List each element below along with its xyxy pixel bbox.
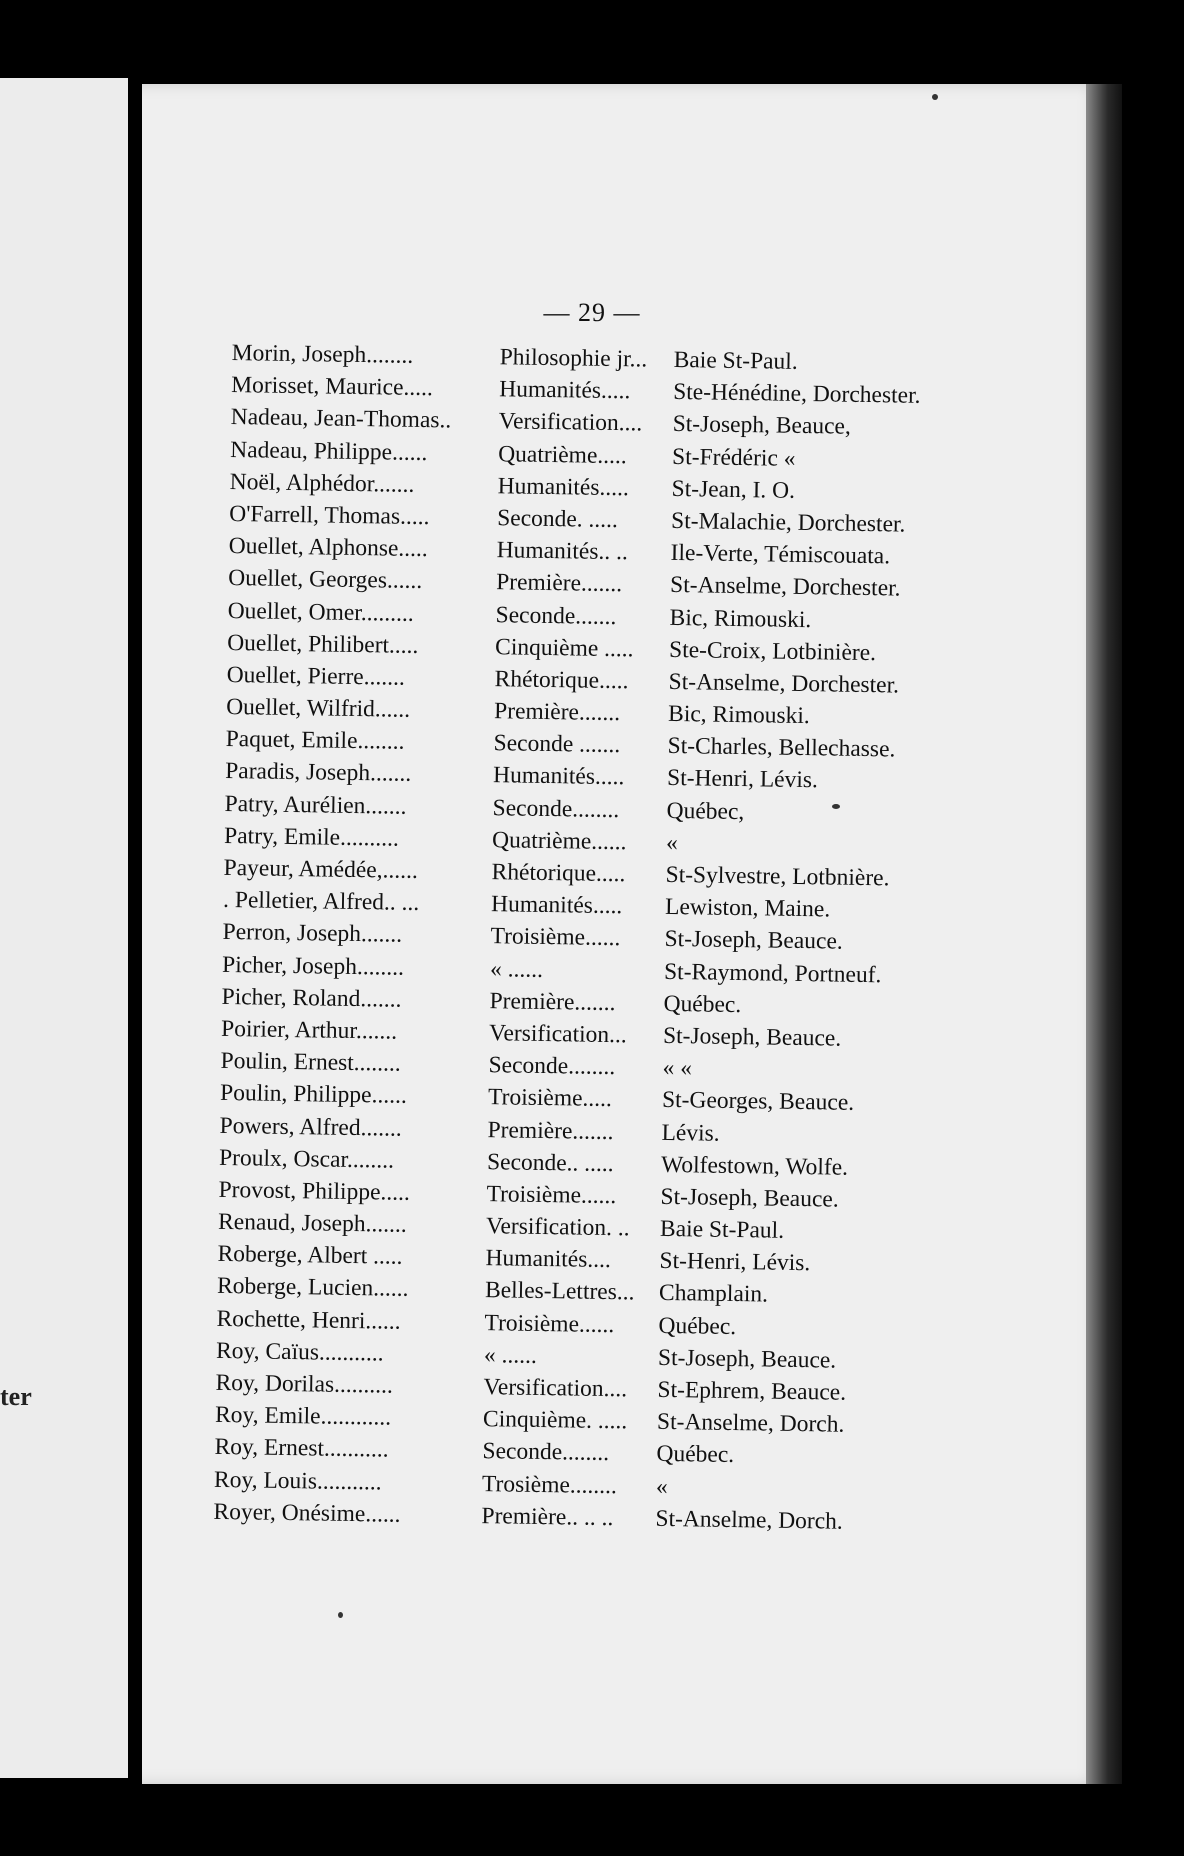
student-name: Ouellet, Wilfrid...... <box>225 694 411 723</box>
hometown: St-Henri, Lévis. <box>659 1248 811 1277</box>
course-name: Seconde........ <box>492 794 620 823</box>
course-name: « ...... <box>489 955 544 983</box>
hometown: Bic, Rimouski. <box>669 604 812 633</box>
hometown: St-Georges, Beauce. <box>661 1087 855 1117</box>
hometown: St-Anselme, Dorchester. <box>668 668 900 699</box>
hometown: St-Raymond, Portneuf. <box>663 958 882 988</box>
hometown: « <box>655 1473 668 1500</box>
student-name: Roberge, Albert ..... <box>217 1241 403 1271</box>
left-page <box>0 78 128 1778</box>
course-name: Première....... <box>487 1116 614 1145</box>
hometown: St-Henri, Lévis. <box>666 765 819 794</box>
student-name: Powers, Alfred....... <box>219 1112 402 1142</box>
course-name: Seconde........ <box>482 1438 610 1467</box>
student-name: Nadeau, Jean-Thomas.. <box>230 404 452 434</box>
student-name: Ouellet, Philibert..... <box>226 629 419 659</box>
hometown: Wolfestown, Wolfe. <box>660 1151 849 1181</box>
course-name: Seconde....... <box>495 601 617 630</box>
student-name: Ouellet, Pierre....... <box>226 661 406 691</box>
student-name: Ouellet, Georges...... <box>228 565 423 595</box>
course-name: Troisième..... <box>487 1084 613 1113</box>
hometown: St-Joseph, Beauce. <box>657 1344 837 1374</box>
student-name: Noël, Alphédor....... <box>229 468 415 498</box>
student-name: Renaud, Joseph....... <box>217 1208 407 1238</box>
course-name: Versification... <box>488 1020 627 1049</box>
hometown: Québec, <box>666 797 745 825</box>
student-name: O'Farrell, Thomas..... <box>229 500 430 531</box>
course-name: Versification.... <box>483 1374 628 1403</box>
page-number: — 29 — <box>543 298 641 327</box>
course-name: Première.. .. .. <box>481 1502 614 1531</box>
book-page <box>142 84 1122 1784</box>
hometown: St-Sylvestre, Lotbnière. <box>665 861 890 892</box>
student-name: Ouellet, Omer......... <box>227 597 414 627</box>
student-name: Provost, Philippe..... <box>218 1176 411 1206</box>
course-name: Philosophie jr... <box>499 344 648 373</box>
course-name: Seconde. ..... <box>496 505 619 534</box>
hometown: Lévis. <box>661 1119 720 1147</box>
student-name: Ouellet, Alphonse..... <box>228 533 428 563</box>
hometown: St-Jean, I. O. <box>671 475 796 504</box>
ink-speck <box>338 1612 343 1618</box>
student-name: Nadeau, Philippe...... <box>230 436 428 466</box>
course-name: Quatrième...... <box>491 826 627 856</box>
student-name: Roberge, Lucien...... <box>216 1273 409 1303</box>
course-name: Humanités.. .. <box>496 537 629 566</box>
course-name: Troisième...... <box>490 923 621 952</box>
student-name: Poulin, Philippe...... <box>219 1080 408 1110</box>
hometown: Ile-Verte, Témiscouata. <box>670 540 891 570</box>
student-name: Perron, Joseph....... <box>222 919 403 949</box>
student-name: Roy, Caïus........... <box>215 1337 384 1367</box>
student-name: Poulin, Ernest........ <box>220 1048 401 1077</box>
hometown: St-Charles, Bellechasse. <box>667 733 896 763</box>
course-name: Cinquième. ..... <box>482 1406 628 1435</box>
course-name: Rhétorique..... <box>494 666 629 695</box>
student-name: Morisset, Maurice..... <box>231 372 434 402</box>
gutter <box>128 0 142 1856</box>
course-name: Troisième...... <box>486 1180 617 1210</box>
hometown: Ste-Hénédine, Dorchester. <box>672 379 921 410</box>
course-name: Humanités..... <box>497 472 630 502</box>
course-name: Seconde.. ..... <box>486 1148 614 1177</box>
student-name: Patry, Emile.......... <box>223 822 400 852</box>
course-name: Quatrième..... <box>497 440 627 469</box>
ink-speck <box>932 94 938 100</box>
hometown: St-Malachie, Dorchester. <box>670 507 906 538</box>
hometown: Baie St-Paul. <box>673 346 798 375</box>
student-name: Poirier, Arthur....... <box>220 1015 398 1045</box>
student-name: Royer, Onésime...... <box>213 1498 401 1528</box>
course-name: Première....... <box>493 698 621 727</box>
student-name: Paradis, Joseph....... <box>224 758 412 788</box>
student-name: Paquet, Emile........ <box>225 726 405 756</box>
hometown: Québec. <box>663 990 742 1018</box>
student-list <box>213 337 1112 1542</box>
course-name: Rhétorique..... <box>491 859 626 888</box>
student-name: Proulx, Oscar........ <box>218 1144 395 1174</box>
hometown: Québec. <box>656 1441 735 1469</box>
hometown: « « <box>662 1054 693 1082</box>
student-name: Roy, Louis........... <box>213 1466 382 1496</box>
student-name: Rochette, Henri...... <box>216 1305 401 1335</box>
hometown: Bic, Rimouski. <box>667 700 810 730</box>
hometown: St-Ephrem, Beauce. <box>657 1376 847 1406</box>
course-name: Versification. .. <box>485 1213 630 1242</box>
hometown: St-Anselme, Dorch. <box>656 1408 845 1438</box>
student-name: Roy, Emile............ <box>214 1402 392 1431</box>
student-name: . Pelletier, Alfred.. ... <box>222 887 420 917</box>
student-name: Payeur, Amédée,...... <box>223 854 419 884</box>
student-name: Picher, Roland....... <box>221 983 402 1013</box>
hometown: St-Joseph, Beauce, <box>672 411 852 441</box>
hometown: St-Anselme, Dorchester. <box>669 572 901 602</box>
hometown: Québec. <box>658 1312 737 1340</box>
course-name: Humanités..... <box>490 891 623 920</box>
hometown: St-Anselme, Dorch. <box>655 1505 843 1535</box>
course-name: Versification.... <box>498 408 643 437</box>
hometown: Baie St-Paul. <box>659 1215 785 1244</box>
course-name: Humanités.... <box>485 1245 612 1274</box>
course-name: Belles-Lettres... <box>484 1277 635 1306</box>
hometown: St-Frédéric « <box>671 443 796 472</box>
student-name: Roy, Dorilas.......... <box>215 1369 394 1399</box>
hometown: Ste-Croix, Lotbinière. <box>668 636 877 666</box>
course-name: Humanités..... <box>492 762 625 791</box>
student-name: Patry, Aurélien....... <box>224 790 407 820</box>
course-name: Troisième...... <box>484 1309 615 1338</box>
course-name: Seconde........ <box>488 1052 616 1081</box>
course-name: Trosième........ <box>481 1470 618 1499</box>
course-name: « ...... <box>483 1341 538 1369</box>
course-name: Première....... <box>495 569 623 598</box>
ink-speck <box>832 804 840 809</box>
hometown: St-Joseph, Beauce. <box>660 1183 839 1213</box>
course-name: Cinquième ..... <box>494 633 634 663</box>
left-page-text-fragment: ter <box>0 1382 32 1411</box>
hometown: St-Joseph, Beauce. <box>662 1022 842 1052</box>
student-name: Morin, Joseph........ <box>231 339 414 369</box>
hometown: « <box>665 829 679 856</box>
hometown: Lewiston, Maine. <box>664 894 831 923</box>
course-name: Première....... <box>489 987 616 1016</box>
course-name: Humanités..... <box>499 376 631 405</box>
student-name: Picher, Joseph........ <box>221 951 405 981</box>
course-name: Seconde ....... <box>493 730 621 759</box>
hometown: St-Joseph, Beauce. <box>664 926 843 956</box>
hometown: Champlain. <box>658 1280 769 1308</box>
student-name: Roy, Ernest........... <box>214 1434 389 1463</box>
